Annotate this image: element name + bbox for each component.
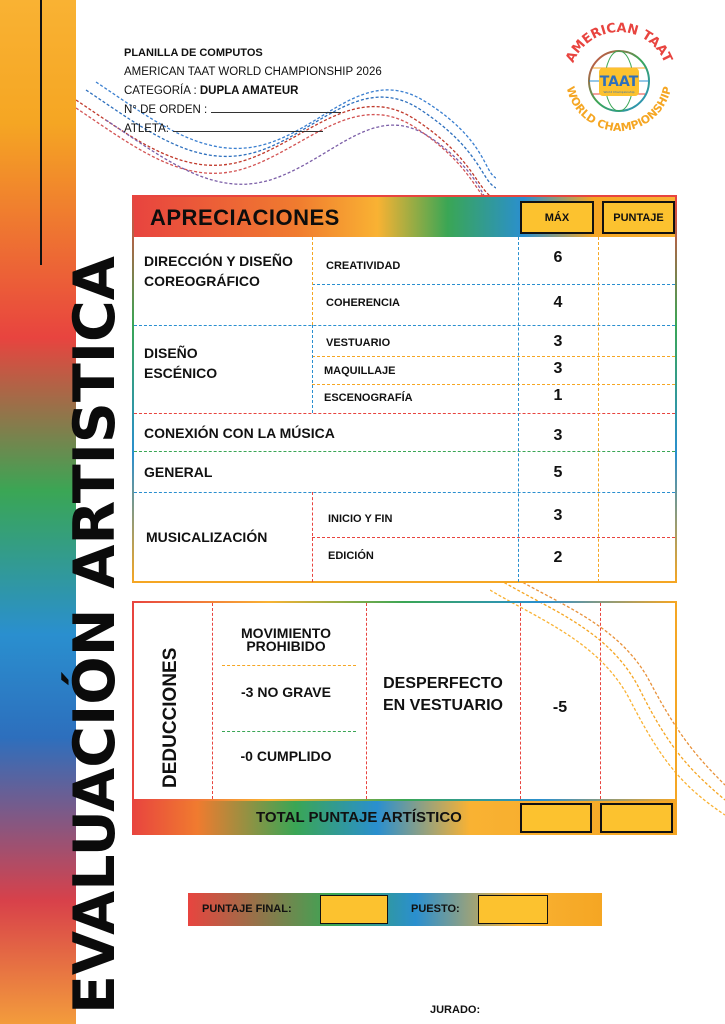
col-divider bbox=[366, 603, 367, 799]
col-divider bbox=[600, 603, 601, 799]
side-title: EVALUACIÓN ARTISTICA bbox=[62, 256, 128, 1014]
max-creatividad: 6 bbox=[553, 249, 563, 266]
col-divider bbox=[312, 492, 313, 582]
deductions-table bbox=[132, 601, 677, 801]
item-edicion: EDICIÓN bbox=[328, 550, 374, 562]
col-divider bbox=[312, 237, 313, 325]
logo-small-text: World Championship bbox=[603, 90, 635, 94]
max-escenografia: 1 bbox=[553, 387, 563, 404]
header-athlete bbox=[124, 120, 382, 139]
logo-top-text: AMERICAN TAAT bbox=[563, 20, 675, 66]
category-label: CATEGORÍA : bbox=[124, 85, 197, 97]
category-musicalizacion: MUSICALIZACIÓN bbox=[146, 529, 268, 545]
item-coherencia: COHERENCIA bbox=[326, 297, 400, 309]
header-event: AMERICAN TAAT WORLD CHAMPIONSHIP 2026 bbox=[124, 66, 382, 78]
subrow-divider bbox=[222, 665, 356, 666]
item-inicio-fin: INICIO Y FIN bbox=[328, 513, 393, 525]
item-creatividad: CREATIVIDAD bbox=[326, 260, 401, 272]
subrow-divider bbox=[312, 537, 675, 538]
athlete-field[interactable] bbox=[173, 120, 323, 132]
logo-center-text: TAAT bbox=[599, 74, 639, 90]
max-coherencia: 4 bbox=[553, 294, 563, 311]
max-conexion: 3 bbox=[553, 427, 563, 444]
item-escenografia: ESCENOGRAFÍA bbox=[324, 392, 413, 404]
subrow-divider bbox=[222, 731, 356, 732]
side-divider bbox=[40, 0, 42, 265]
desperfecto-label: DESPERFECTO EN VESTUARIO bbox=[382, 675, 503, 714]
row-divider bbox=[134, 413, 675, 414]
max-edicion: 2 bbox=[553, 549, 563, 566]
cumplido-label: -0 CUMPLIDO bbox=[240, 748, 332, 764]
item-maquillaje: MAQUILLAJE bbox=[324, 365, 396, 377]
final-bar bbox=[188, 893, 602, 926]
row-divider bbox=[134, 451, 675, 452]
desperfecto-value: -5 bbox=[552, 699, 568, 716]
row-divider bbox=[134, 325, 675, 326]
col-divider bbox=[598, 237, 599, 582]
header bbox=[124, 44, 382, 139]
max-inicio-fin: 3 bbox=[553, 507, 563, 524]
total-max-box bbox=[520, 803, 592, 833]
max-vestuario: 3 bbox=[553, 333, 563, 350]
logo-bottom-text: WORLD CHAMPIONSHIP bbox=[563, 84, 675, 135]
appreciations-table bbox=[132, 195, 677, 583]
col-divider bbox=[312, 325, 313, 413]
category-diseno-escenico: DISEÑO ESCÉNICO bbox=[144, 345, 218, 381]
category-general: GENERAL bbox=[144, 464, 213, 480]
total-score-box[interactable] bbox=[600, 803, 673, 833]
header-title: PLANILLA DE COMPUTOS bbox=[124, 47, 263, 59]
col-divider bbox=[212, 603, 213, 799]
item-vestuario: VESTUARIO bbox=[326, 337, 391, 349]
total-bar bbox=[132, 801, 677, 835]
athlete-label: ATLETA: bbox=[124, 123, 169, 135]
max-header: MÁX bbox=[520, 201, 594, 234]
category-direccion: DIRECCIÓN Y DISEÑO COREOGRÁFICO bbox=[144, 253, 293, 289]
row-divider bbox=[134, 492, 675, 493]
col-divider bbox=[518, 237, 519, 582]
jurado-label: JURADO: bbox=[430, 1004, 481, 1016]
no-grave-label: -3 NO GRAVE bbox=[241, 684, 331, 700]
final-score-label: PUNTAJE FINAL: bbox=[202, 903, 292, 915]
order-label: N° DE ORDEN : bbox=[124, 104, 208, 116]
final-score-box[interactable] bbox=[320, 895, 388, 924]
score-header: PUNTAJE bbox=[602, 201, 675, 234]
deductions-title: DEDUCCIONES bbox=[160, 647, 181, 788]
category-value: DUPLA AMATEUR bbox=[199, 85, 299, 97]
header-order bbox=[124, 101, 382, 120]
subrow-divider bbox=[312, 384, 675, 385]
total-label: TOTAL PUNTAJE ARTÍSTICO bbox=[256, 809, 462, 826]
place-label: PUESTO: bbox=[411, 903, 460, 915]
subrow-divider bbox=[312, 356, 675, 357]
subrow-divider bbox=[312, 284, 675, 285]
prohibited-label: MOVIMIENTO PROHIBIDO bbox=[241, 625, 331, 654]
table-header bbox=[134, 197, 675, 237]
table-title: APRECIACIONES bbox=[150, 205, 340, 230]
place-box[interactable] bbox=[478, 895, 548, 924]
max-general: 5 bbox=[553, 464, 563, 481]
championship-logo bbox=[556, 18, 682, 144]
svg-text:AMERICAN TAAT bbox=[563, 21, 675, 65]
order-field[interactable] bbox=[211, 101, 341, 113]
max-maquillaje: 3 bbox=[553, 360, 563, 377]
category-conexion: CONEXIÓN CON LA MÚSICA bbox=[144, 425, 335, 441]
header-category bbox=[124, 82, 382, 101]
